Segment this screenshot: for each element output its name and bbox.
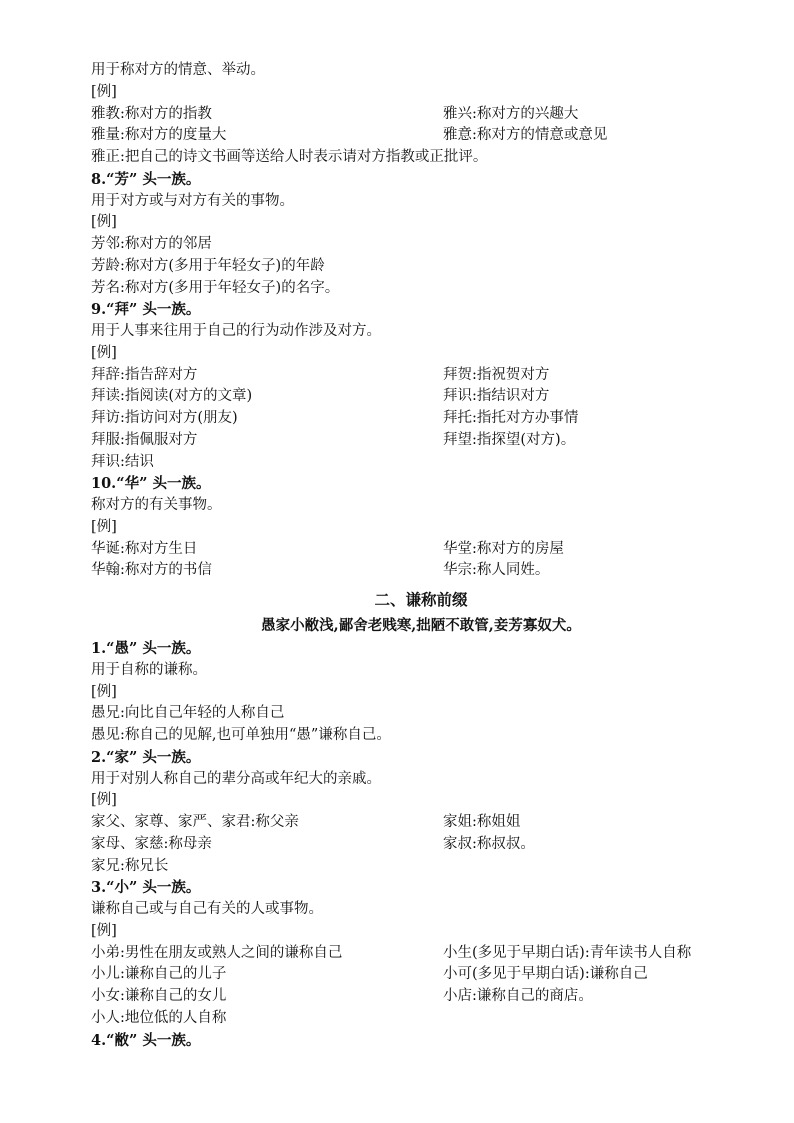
term-right: 拜识:指结识对方 [443, 388, 550, 405]
term-line: 家兄:称兄长 [91, 857, 169, 874]
term-row [91, 964, 731, 986]
example-label: [例] [91, 344, 117, 361]
example-label: [例] [91, 214, 117, 231]
term-line: 小人:地位低的人自称 [91, 1009, 227, 1026]
term-right: 拜贺:指祝贺对方 [443, 366, 550, 383]
term-right: 小可(多见于早期白话):谦称自己 [443, 966, 648, 983]
term-right: 拜望:指探望(对方)。 [443, 431, 576, 448]
block-description: 用于对别人称自己的辈分高或年纪大的亲戚。 [91, 770, 381, 787]
term-right: 小店:谦称自己的商店。 [443, 988, 593, 1004]
example-label: [例] [91, 518, 117, 535]
term-line: 芳邻:称对方的邻居 [91, 236, 212, 252]
block-description: 谦称自己或与自己有关的人或事物。 [91, 901, 323, 917]
term-row [91, 943, 731, 965]
document-page [91, 60, 731, 1051]
term-line: 芳名:称对方(多用于年轻女子)的名字。 [91, 279, 340, 296]
term-left: 雅教:称对方的指教 [91, 105, 212, 122]
term-left: 华诞:称对方生日 [91, 540, 198, 557]
term-line: 芳龄:称对方(多用于年轻女子)的年龄 [91, 257, 325, 274]
section-title: 二、谦称前缀 [374, 590, 468, 609]
term-left: 小弟:男性在朋友或熟人之间的谦称自己 [91, 944, 343, 961]
term-right: 雅兴:称对方的兴趣大 [443, 105, 579, 122]
term-row [91, 125, 731, 147]
block-description: 用于人事来往用于自己的行为动作涉及对方。 [91, 323, 381, 339]
term-row [91, 539, 731, 561]
group-heading: 2.“家” 头一族。 [91, 748, 201, 766]
term-right: 小生(多见于早期白话):青年读书人自称 [443, 944, 692, 961]
term-row [91, 365, 731, 387]
block-description: 用于称对方的情意、举动。 [91, 62, 265, 78]
example-label: [例] [91, 83, 117, 100]
term-row [91, 560, 731, 582]
block-description: 用于自称的谦称。 [91, 661, 207, 678]
term-left: 雅量:称对方的度量大 [91, 127, 227, 144]
term-left: 拜访:指访问对方(朋友) [91, 410, 238, 426]
term-right: 拜托:指托对方办事情 [443, 410, 579, 426]
group-heading: 3.“小” 头一族。 [91, 879, 201, 897]
example-label: [例] [91, 922, 117, 939]
term-line: 拜识:结识 [91, 453, 154, 470]
term-left: 小儿:谦称自己的儿子 [91, 966, 227, 983]
section-motto: 愚家小敝浅,鄙舍老贱寒,拙陋不敢管,妾芳寡奴犬。 [261, 617, 581, 634]
term-row [91, 812, 731, 834]
term-left: 家母、家慈:称母亲 [91, 835, 212, 852]
group-heading: 9.“拜” 头一族。 [91, 301, 201, 319]
term-left: 拜读:指阅读(对方的文章) [91, 388, 253, 405]
group-heading: 4.“敝” 头一族。 [91, 1031, 201, 1049]
term-row [91, 834, 731, 856]
term-right: 雅意:称对方的情意或意见 [443, 127, 608, 144]
term-line: 愚见:称自己的见解,也可单独用“愚”谦称自己。 [91, 727, 391, 743]
example-label: [例] [91, 792, 117, 809]
group-heading: 8.“芳” 头一族。 [91, 170, 201, 188]
term-left: 拜服:指佩服对方 [91, 431, 198, 448]
term-left: 小女:谦称自己的女儿 [91, 988, 227, 1004]
term-right: 华宗:称人同姓。 [443, 562, 550, 579]
term-line: 愚兄:向比自己年轻的人称自己 [91, 705, 285, 722]
term-row [91, 104, 731, 126]
term-row [91, 986, 731, 1008]
group-heading: 1.“愚” 头一族。 [91, 640, 201, 657]
term-row [91, 386, 731, 408]
term-row [91, 408, 731, 430]
term-left: 家父、家尊、家严、家君:称父亲 [91, 814, 299, 830]
block-description: 用于对方或与对方有关的事物。 [91, 192, 294, 209]
term-left: 拜辞:指告辞对方 [91, 366, 198, 383]
term-right: 家叔:称叔叔。 [443, 835, 535, 852]
term-right: 华堂:称对方的房屋 [443, 540, 564, 557]
block-description: 称对方的有关事物。 [91, 497, 222, 513]
group-heading: 10.“华” 头一族。 [91, 475, 211, 493]
term-row [91, 430, 731, 452]
term-right: 家姐:称姐姐 [443, 814, 521, 830]
term-line: 雅正:把自己的诗文书画等送给人时表示请对方指教或正批评。 [91, 149, 488, 165]
term-left: 华翰:称对方的书信 [91, 562, 212, 579]
example-label: [例] [91, 683, 117, 700]
